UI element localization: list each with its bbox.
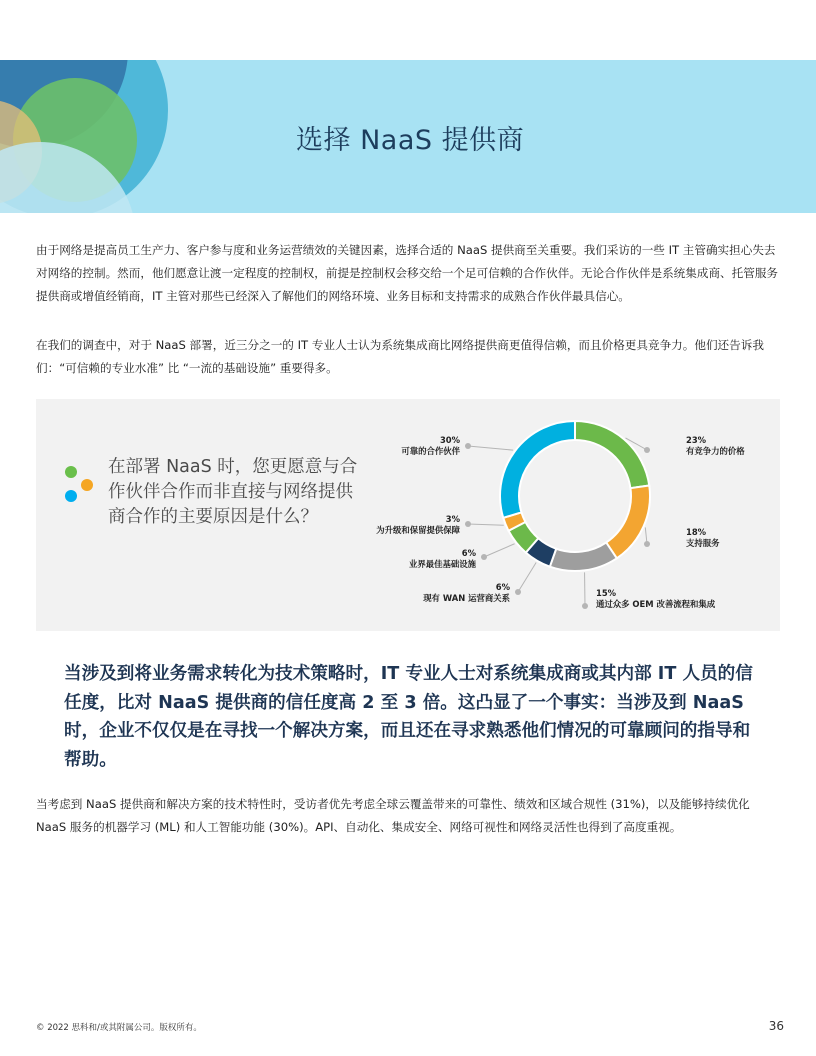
leader-line <box>518 562 536 592</box>
page-number: 36 <box>768 1019 784 1033</box>
slice-category-label: 为升级和保留提供保障 <box>376 525 460 535</box>
slice-category-label: 现有 WAN 运营商关系 <box>423 593 510 603</box>
leader-dot <box>644 447 650 453</box>
leader-line <box>468 524 504 525</box>
slice-percent-label: 30% <box>439 435 460 445</box>
slice-category-label: 业界最佳基础设施 <box>409 559 476 569</box>
slice-percent-label: 6% <box>461 548 476 558</box>
intro-paragraph-2: 在我们的调查中，对于 NaaS 部署，近三分之一的 IT 专业人士认为系统集成商比网络提供商更值得信赖，而且价格更具竞争力。他们还告诉我们：“可信赖的专业水准” 比 “一流的基础设施” 重要得多。 <box>36 338 764 375</box>
slice-category-label: 有竞争力的价格 <box>686 446 745 456</box>
body-paragraph: 当考虑到 NaaS 提供商和解决方案的技术特性时，受访者优先考虑全球云覆盖带来的可靠性、绩效和区域合规性 (31%)，以及能够持续优化 NaaS 服务的机器学习 (ML) 和人工智能功能 (30%)。API、自动化、集成安全、网络可视性和网络灵活性也得到了高度重视。 <box>36 797 750 834</box>
slice-percent-label: 15% <box>596 588 617 598</box>
donut-slice <box>550 543 617 571</box>
page-title: 选择 NaaS 提供商 <box>296 125 525 156</box>
slice-percent-label: 18% <box>686 527 707 537</box>
copyright-notice: © 2022 思科和/或其附属公司。版权所有。 <box>36 1023 202 1033</box>
leader-dot <box>644 541 650 547</box>
pull-quote: 当涉及到将业务需求转化为技术策略时，IT 专业人士对系统集成商或其内部 IT 人员的信任度，比对 NaaS 提供商的信任度高 2 至 3 倍。这凸显了一个事实：当涉及到 NaaS 时，企业不仅仅是在寻找一个解决方案，而且还在寻求熟悉他们情况的可靠顾问的指导和帮助。 <box>64 664 753 770</box>
leader-dot <box>582 603 588 609</box>
leader-dot <box>465 521 471 527</box>
leader-dot <box>515 589 521 595</box>
slice-percent-label: 3% <box>445 514 460 524</box>
intro-paragraph-1: 由于网络是提高员工生产力、客户参与度和业务运营绩效的关键因素，选择合适的 NaaS 提供商至关重要。我们采访的一些 IT 主管确实担心失去对网络的控制。然而，他们愿意让渡一定程度的控制权，前提是控制权会移交给一个足可信赖的合作伙伴。无论合作伙伴是系统集成商、托管服务提供商或增值经销商，IT 主管对那些已经深入了解他们的网络环境、业务目标和支持需求的成熟合作伙伴最具信心。 <box>36 243 779 303</box>
donut-slice <box>575 421 649 488</box>
slice-category-label: 支持服务 <box>686 538 720 548</box>
slice-category-label: 通过众多 OEM 改善流程和集成 <box>596 599 716 609</box>
slice-category-label: 可靠的合作伙伴 <box>401 446 460 456</box>
donut-slice <box>500 421 575 518</box>
slice-percent-label: 6% <box>495 582 510 592</box>
donut-chart <box>36 399 780 631</box>
leader-line <box>468 446 513 450</box>
survey-question: 在部署 NaaS 时，您更愿意与合作伙伴合作而非直接与网络提供商合作的主要原因是什么？ <box>108 457 358 527</box>
leader-line <box>484 544 515 557</box>
donut-slice <box>606 486 650 559</box>
slice-percent-label: 23% <box>686 435 707 445</box>
leader-dot <box>481 554 487 560</box>
leader-dot <box>465 443 471 449</box>
survey-callout <box>36 399 780 631</box>
